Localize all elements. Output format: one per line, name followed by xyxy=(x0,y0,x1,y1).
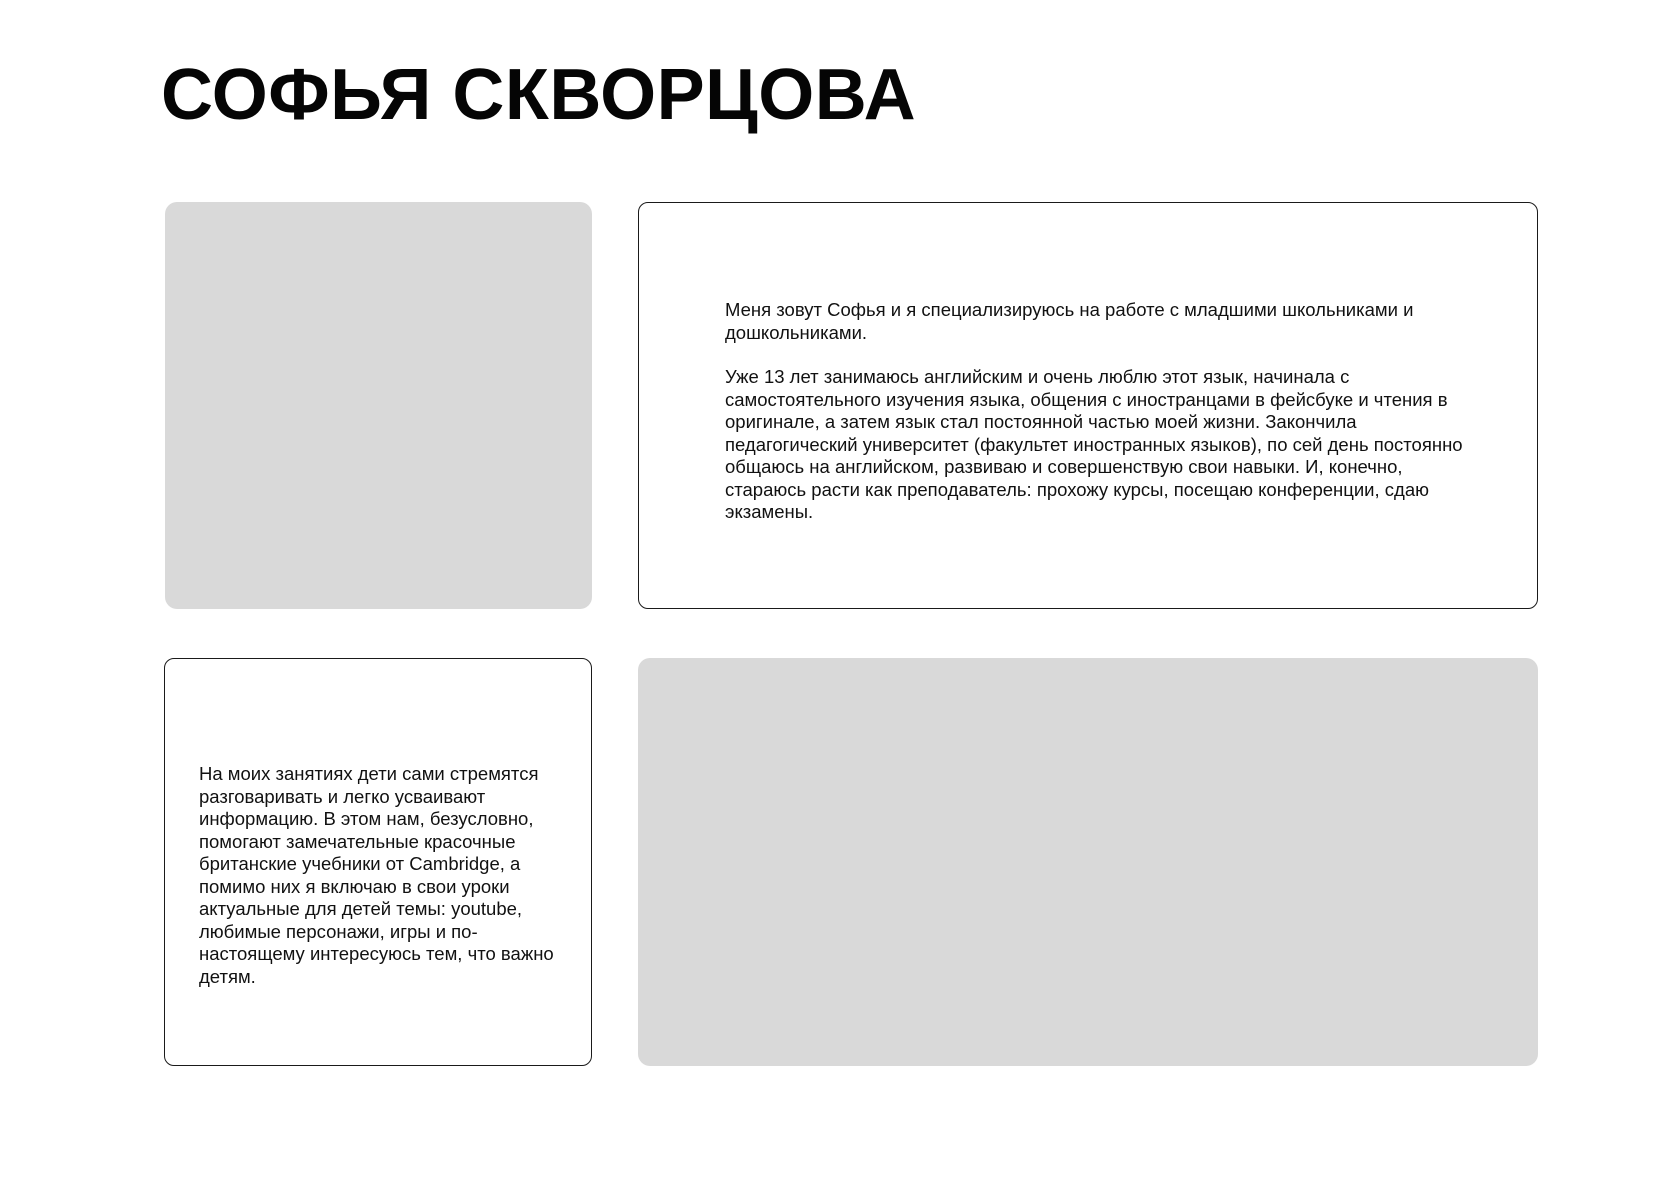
lessons-card xyxy=(164,658,592,1066)
about-intro-text: Меня зовут Софья и я специализируюсь на работе с младшими школьниками и дошкольниками. xyxy=(725,299,1414,343)
about-experience-text: Уже 13 лет занимаюсь английским и очень люблю этот язык, начинала с самостоятельного изучения языка, общения с иностранцами в фейсбуке и чтения в оригинале, а затем язык стал постоянной частью моей жизни. Закончила педагогический университет (факультет иностранных языков), по сей день постоянно общаюсь на английском, развиваю и совершенствую свои навыки. И, конечно, стараюсь расти как преподаватель: прохожу курсы, посещаю конференции, сдаю экзамены. xyxy=(725,366,1463,522)
page-title: СОФЬЯ СКВОРЦОВА xyxy=(161,55,917,135)
photo-placeholder-top xyxy=(165,202,592,609)
photo-placeholder-bottom xyxy=(638,658,1538,1066)
lessons-text: На моих занятиях дети сами стремятся разговаривать и легко усваивают информацию. В этом нам, безусловно, помогают замечательные красочные британские учебники от Cambridge, а помимо них я включаю в свои уроки актуальные для детей темы: youtube, любимые персонажи, игры и по-настоящему интересуюсь тем, что важно детям. xyxy=(199,763,554,987)
about-card xyxy=(638,202,1538,609)
